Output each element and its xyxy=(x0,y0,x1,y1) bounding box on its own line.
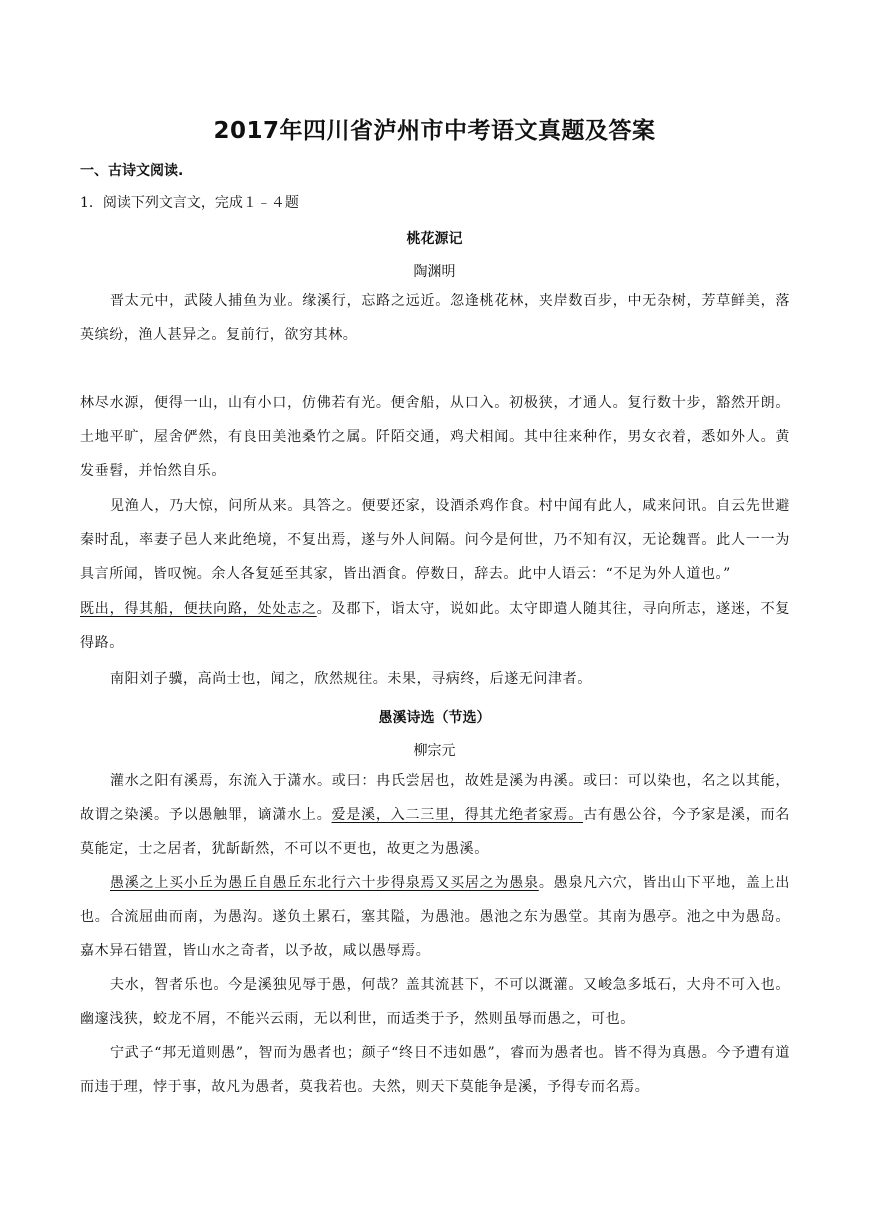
paragraph-text: 灌水之阳有溪焉，东流入于潇水。或曰：冉氏尝居也，故姓是溪为冉溪。或曰：可以染也，名之以其能，故谓之染溪。予以愚触罪，谪潇水上。 xyxy=(80,773,790,823)
paragraph-text: 。愚泉凡六穴，皆出山下平地，盖上出也。合流屈曲而南，为愚沟。遂负土累石，塞其隘，为愚池。愚池之东为愚堂。其南为愚亭。池之中为愚岛。嘉木异石错置，皆山水之奇者，以予故，咸以愚辱焉。 xyxy=(80,875,790,959)
text2-author: 柳宗元 xyxy=(413,743,456,759)
text2-paragraph-3: 夫水，智者乐也。今是溪独见辱于愚，何哉？盖其流甚下，不可以溉灌。又峻急多坻石，大舟不可入也。幽邃浅狭，蛟龙不屑，不能兴云雨，无以利世，而适类于予，然则虽辱而愚之，可也。 xyxy=(80,977,790,1027)
question-prompt: 1．阅读下列文言文，完成１﹣４题 xyxy=(80,195,299,211)
section-heading: 一、古诗文阅读. xyxy=(80,163,184,179)
paragraph-text: 古有愚公谷，今予家是溪，而名莫能定，士之居者，犹龂龂然，不可以不更也，故更之为愚溪。 xyxy=(80,807,791,857)
page-title: 2017年四川省泸州市中考语文真题及答案 xyxy=(213,118,656,144)
text2-paragraph-4: 宁武子“邦无道则愚”，智而为愚者也；颜子“终日不违如愚”，睿而为愚者也。皆不得为真愚。今予遭有道而违于理，悖于事，故凡为愚者，莫我若也。夫然，则天下莫能争是溪，予得专而名焉。 xyxy=(80,1045,790,1095)
text1-paragraph-3: 见渔人，乃大惊，问所从来。具答之。便要还家，设酒杀鸡作食。村中闻有此人，咸来问讯。自云先世避秦时乱，率妻子邑人来此绝境，不复出焉，遂与外人间隔。问今是何世，乃不知有汉，无论魏晋。此人一一为具言所闻，皆叹惋。余人各复延至其家，皆出酒食。停数日，辞去。此中人语云：“不足为外人道也。” xyxy=(80,498,790,582)
underlined-sentence: 既出，得其船，便扶向路，处处志之 xyxy=(80,601,317,617)
text1-paragraph-2: 林尽水源，便得一山，山有小口，仿佛若有光。便舍船，从口入。初极狭，才通人。复行数十步，豁然开朗。土地平旷，屋舍俨然，有良田美池桑竹之属。阡陌交通，鸡犬相闻。其中往来种作，男女衣着，悉如外人。黄发垂髫，并怡然自乐。 xyxy=(80,395,790,479)
text2-title: 愚溪诗选（节选） xyxy=(378,710,491,726)
text2-paragraph-2 xyxy=(80,866,790,968)
text1-paragraph-1: 晋太元中，武陵人捕鱼为业。缘溪行，忘路之远近。忽逢桃花林，夹岸数百步，中无杂树，芳草鲜美，落英缤纷，渔人甚异之。复前行，欲穷其林。 xyxy=(80,293,790,343)
underlined-sentence: 愚溪之上买小丘为愚丘自愚丘东北行六十步得泉焉又买居之为愚泉 xyxy=(110,875,539,891)
text1-paragraph-5: 南阳刘子骥，高尚士也，闻之，欣然规往。未果，寻病终，后遂无问津者。 xyxy=(110,671,592,687)
underlined-sentence: 爱是溪，入二三里，得其尤绝者家焉。 xyxy=(331,807,584,823)
text1-author: 陶渊明 xyxy=(413,264,456,280)
paragraph-text: 。及郡下，诣太守，说如此。太守即遣人随其往，寻向所志，遂迷，不复得路。 xyxy=(80,601,790,651)
text1-paragraph-4 xyxy=(80,592,790,660)
text1-title: 桃花源记 xyxy=(406,231,463,247)
text2-paragraph-1 xyxy=(80,764,790,866)
